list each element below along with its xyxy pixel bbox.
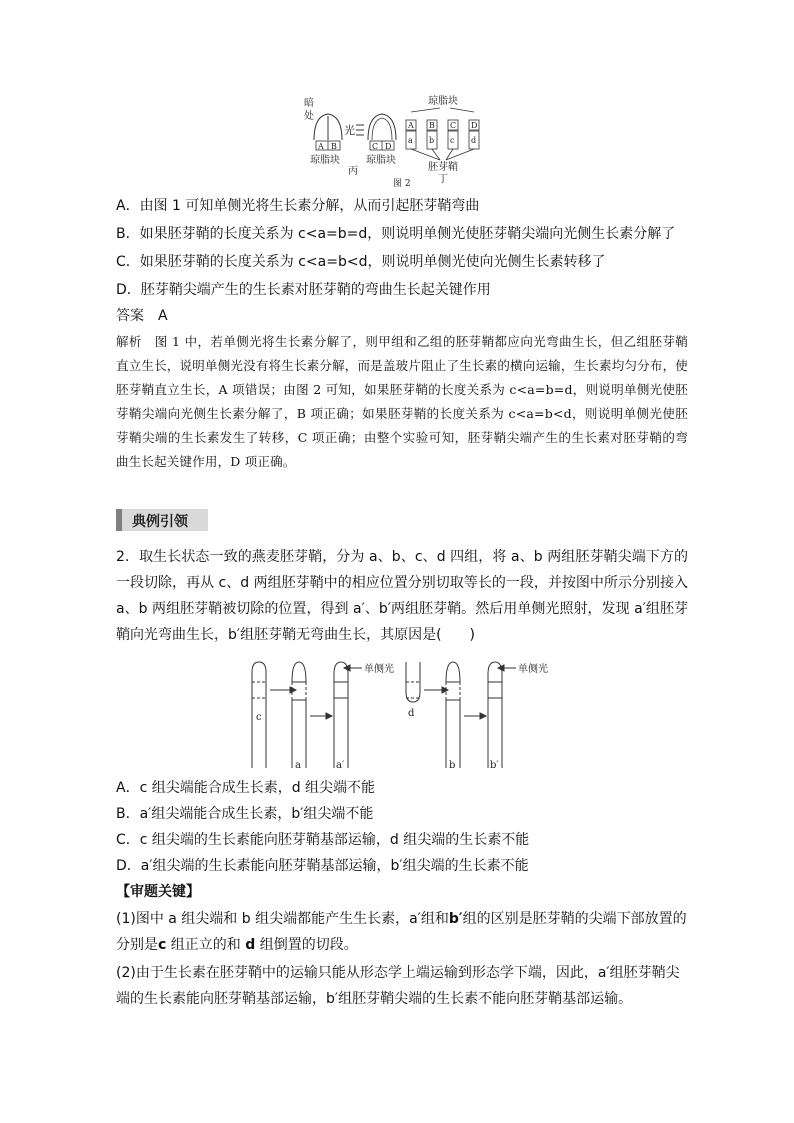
fig3-label-b-prime: b′	[490, 760, 499, 771]
fig2-agar-top: 琼脂块	[428, 96, 458, 107]
analysis-p1-mid: 组的区别是胚芽鞘的尖端下部放置的分别是	[116, 911, 687, 953]
figure-2	[300, 92, 510, 192]
q2-stem: 2．取生长状态一致的燕麦胚芽鞘，分为 a、b、c、d 四组，将 a、b 两组胚芽鞘尖端下方的一段切除，再从 c、d 两组胚芽鞘中的相应位置分别切取等长的一段，并按图中所示分别接入 a、b 两组胚芽鞘被切除的位置，得到 a′、b′两组胚芽鞘。然后用单侧光照射，发现 a′组胚芽鞘向光弯曲生长，b′组胚芽鞘无弯曲生长，其原因是( )	[116, 549, 688, 643]
fig2-upper-b: B	[429, 121, 435, 130]
fig3-b-prime-coleoptile	[488, 662, 502, 768]
fig2-lower-d: d	[471, 136, 477, 145]
fig3-a-coleoptile	[292, 700, 306, 768]
fig3-label-a: a	[295, 760, 301, 771]
figure-3-svg	[246, 660, 558, 772]
fig2-lower-a: a	[408, 136, 413, 145]
fig3-b-coleoptile	[446, 700, 460, 768]
fig3-label-a-prime: a′	[336, 760, 345, 771]
q1-explanation: 解析 图 1 中，若单侧光将生长素分解了，则甲组和乙组的胚芽鞘都应向光弯曲生长，但乙组胚芽鞘直立生长，说明单侧光没有将生长素分解，而是盖玻片阻止了生长素的横向运输，生长素均匀分布，使胚芽鞘直立生长，A 项错误；由图 2 可知，如果胚芽鞘的长度关系为 c<a=b=d，则说明单侧光使胚芽鞘尖端向光侧生长素分解了，B 项正确；如果胚芽鞘的长度关系为 c<a=b<d，则说明单侧光使胚芽鞘尖端的生长素发生了转移，C 项正确；由整个实验可知，胚芽鞘尖端产生的生长素对胚芽鞘的弯曲生长起关键作用，D 项正确。	[116, 334, 688, 469]
fig3-arrow-1-head	[290, 687, 296, 693]
figure-3	[246, 660, 558, 772]
fig2-lower-b: b	[429, 136, 435, 145]
analysis-p1-end: 组倒置的切段。	[255, 937, 358, 953]
fig3-label-b: b	[449, 760, 456, 771]
fig3-a-prime-coleoptile	[334, 662, 348, 768]
q2-option-d: D．a′组尖端的生长素能向胚芽鞘基部运输，b′组尖端的生长素不能	[116, 858, 529, 874]
fig2-dark-top: 暗	[304, 98, 314, 109]
fig3-b-tip	[446, 662, 460, 682]
fig2-light: 光	[344, 124, 355, 137]
analysis-p1-c: c	[158, 937, 167, 953]
q1-option-d: D．胚芽鞘尖端产生的生长素对胚芽鞘的弯曲生长起关键作用	[116, 282, 491, 298]
fig2-upper-d: D	[471, 121, 478, 130]
analysis-p1-b: b′	[448, 911, 463, 927]
q1-option-c: C．如果胚芽鞘的长度关系为 c<a=b<d，则说明单侧光使向光侧生长素转移了	[116, 254, 606, 270]
fig2-lower-c: c	[450, 136, 455, 145]
fig2-tip-mid-inner	[372, 118, 392, 140]
fig3-arrow-3-head	[442, 687, 448, 693]
q1-answer: 答案 A	[116, 308, 168, 324]
figure-2-svg	[300, 92, 510, 192]
q1-option-a: A．由图 1 可知单侧光将生长素分解，从而引起胚芽鞘弯曲	[116, 198, 480, 214]
analysis-p1	[116, 906, 688, 958]
fig2-pointer-top-a	[411, 108, 440, 112]
section-title: 典例引领	[132, 514, 188, 530]
fig2-block-b: B	[331, 142, 337, 151]
fig2-group-ding: 丁	[438, 174, 448, 185]
fig3-label-c: c	[256, 712, 262, 723]
fig2-pointer-top-d	[450, 108, 474, 112]
fig2-pointer-d	[446, 149, 474, 160]
fig2-agar-mid: 琼脂块	[366, 155, 396, 166]
fig2-dark-bottom: 处	[304, 111, 314, 122]
fig3-arrow-4-head	[480, 713, 486, 719]
analysis-p1-pre: (1)图中 a 组尖端和 b 组尖端都能产生生长素，a′组和	[116, 911, 449, 927]
section-banner	[116, 509, 208, 531]
fig3-light-left: 单侧光	[364, 664, 394, 675]
q2-option-c: C．c 组尖端的生长素能向胚芽鞘基部运输，d 组尖端的生长素不能	[116, 832, 530, 848]
fig2-block-c: C	[372, 142, 379, 151]
q2-option-b: B．a′组尖端能合成生长素，b′组尖端不能	[116, 806, 374, 822]
fig3-arrow-2-head	[326, 713, 332, 719]
fig3-left-group	[252, 662, 362, 768]
q2-option-a: A．c 组尖端能合成生长素，d 组尖端不能	[116, 780, 376, 796]
fig2-agar-left: 琼脂块	[310, 155, 340, 166]
q1-option-b: B．如果胚芽鞘的长度关系为 c<a=b=d，则说明单侧光使胚芽鞘尖端向光侧生长素分解了	[116, 226, 676, 242]
fig3-label-d: d	[408, 708, 415, 719]
analysis-title: 【审题关键】	[116, 884, 200, 900]
fig2-upper-a: A	[408, 121, 414, 130]
fig2-upper-c: C	[450, 121, 457, 130]
fig3-light-right: 单侧光	[518, 664, 548, 675]
fig2-group-bing: 丙	[348, 166, 358, 177]
fig2-block-a: A	[318, 142, 324, 151]
fig3-right-group	[406, 662, 516, 768]
analysis-p1-mid2: 组正立的和	[166, 937, 246, 953]
analysis-p2: (2)由于生长素在胚芽鞘中的运输只能从形态学上端运输到形态学下端，因此，a′组胚芽鞘尖端的生长素能向胚芽鞘基部运输，b′组胚芽鞘尖端的生长素不能向胚芽鞘基部运输。	[116, 965, 680, 1007]
fig2-coleoptile: 胚芽鞘	[428, 162, 458, 173]
fig2-caption: 图 2	[393, 179, 411, 189]
analysis-p1-d: d	[245, 937, 256, 953]
fig2-block-d: D	[385, 142, 392, 151]
fig3-a-tip	[292, 662, 306, 682]
